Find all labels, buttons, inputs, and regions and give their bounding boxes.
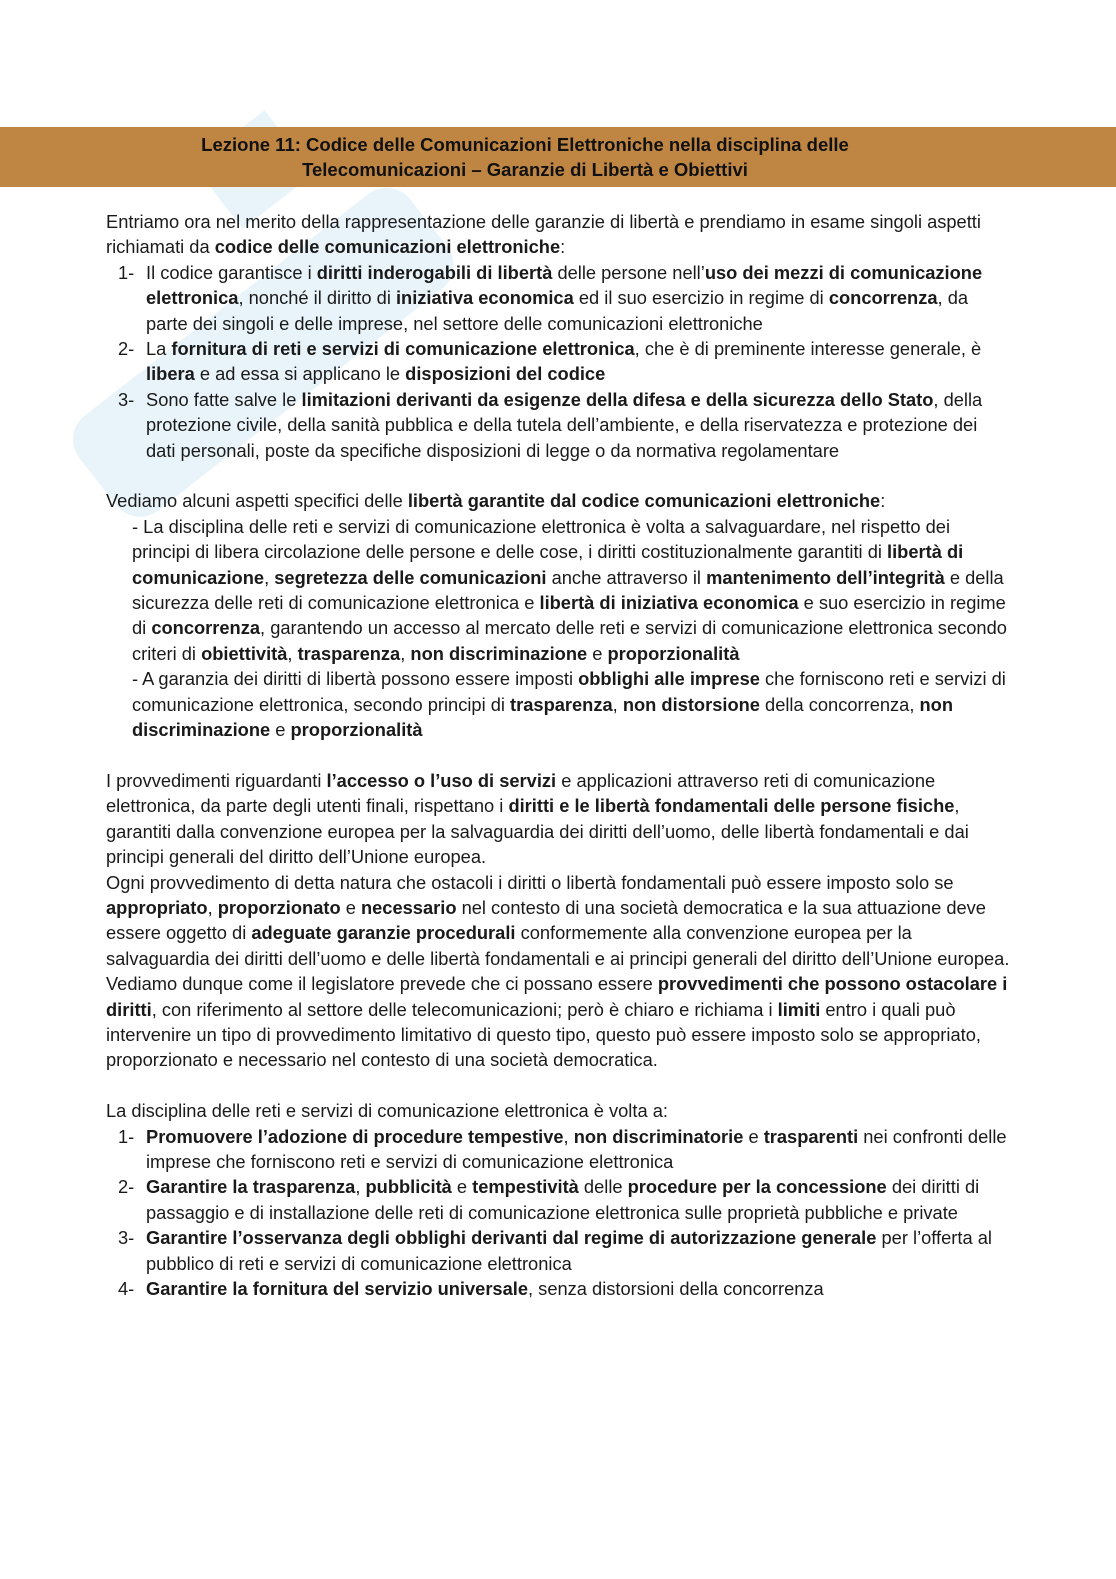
bold-text: procedure per la concessione bbox=[627, 1176, 887, 1198]
text-run: , con riferimento al settore delle telecomunicazioni; però è chiaro e richiama i bbox=[151, 998, 778, 1020]
bold-text: Garantire l’osservanza degli obblighi derivanti dal regime di autorizzazione generale bbox=[146, 1227, 877, 1249]
paragraph bbox=[106, 209, 1011, 260]
bold-text: non discriminatorie bbox=[573, 1125, 744, 1147]
text-run: delle bbox=[578, 1176, 628, 1198]
text-run: e bbox=[340, 896, 361, 918]
text-run: Sono fatte salve le bbox=[146, 388, 302, 410]
bold-text: diritti e le libertà fondamentali delle persone fisiche bbox=[508, 795, 955, 817]
list-item bbox=[106, 1174, 1011, 1225]
bold-text: trasparenza bbox=[510, 693, 613, 715]
paragraph-gap bbox=[106, 1073, 1011, 1098]
list-number: 2- bbox=[118, 1176, 135, 1198]
text-run: La bbox=[146, 338, 172, 360]
bold-text: fornitura di reti e servizi di comunicazione elettronica bbox=[171, 338, 635, 360]
text-run: , garantiti dalla convenzione europea per la salvaguardia dei diritti dell’uomo, delle libertà fondamentali e dai principi generali del diritto dell’Unione europea. bbox=[106, 795, 969, 868]
text-run: e suo esercizio in regime di bbox=[132, 592, 1006, 639]
bold-text: proporzionato bbox=[217, 896, 341, 918]
bold-text: Garantire la trasparenza bbox=[146, 1176, 356, 1198]
bold-text: non discriminazione bbox=[132, 693, 954, 741]
bold-text: non discriminazione bbox=[410, 642, 588, 664]
text-run: e bbox=[451, 1176, 473, 1198]
text-run: , che è di preminente interesse generale, è bbox=[634, 338, 982, 360]
paragraph bbox=[106, 488, 1011, 513]
document-body bbox=[106, 209, 1011, 1301]
list-item bbox=[106, 1225, 1011, 1276]
page-title-line-2: Telecomunicazioni – Garanzie di Libertà e Obiettivi bbox=[302, 159, 748, 180]
bold-text: Promuovere l’adozione di procedure tempestive bbox=[146, 1125, 564, 1147]
bold-text: mantenimento dell’integrità bbox=[706, 566, 945, 588]
bold-text: appropriato bbox=[106, 896, 208, 918]
dash-item bbox=[106, 666, 1011, 742]
bold-text: uso dei mezzi di comunicazione elettronica bbox=[146, 261, 983, 309]
list-item bbox=[106, 387, 1011, 463]
text-run: , bbox=[264, 566, 275, 588]
list-number: 1- bbox=[118, 1125, 135, 1147]
dash-item bbox=[106, 514, 1011, 666]
paragraph bbox=[106, 1098, 1011, 1123]
page-title bbox=[160, 132, 890, 182]
paragraph bbox=[106, 768, 1011, 870]
text-run: , bbox=[612, 693, 623, 715]
text-run: , bbox=[287, 642, 298, 664]
text-run: : bbox=[560, 236, 566, 258]
bold-text: adeguate garanzie procedurali bbox=[251, 922, 516, 944]
bold-text: obblighi alle imprese bbox=[578, 668, 760, 690]
text-run: e applicazioni attraverso reti di comunicazione elettronica, da parte degli utenti finali, rispettano i bbox=[106, 769, 936, 817]
text-run: , della protezione civile, della sanità pubblica e della tutela dell’ambiente, e della riservatezza e protezione dei dati personali, poste da specifiche disposizioni di legge o da normativa regolamentare bbox=[146, 388, 983, 461]
bold-text: libertà di iniziativa economica bbox=[539, 592, 799, 614]
bold-text: proporzionalità bbox=[607, 642, 740, 664]
text-run: delle persone nell’ bbox=[552, 261, 705, 283]
numbered-list bbox=[106, 1124, 1011, 1302]
bold-text: diritti inderogabili di libertà bbox=[316, 261, 553, 283]
bold-text: concorrenza bbox=[151, 617, 261, 639]
text-run: Ogni provvedimento di detta natura che ostacoli i diritti o libertà fondamentali può essere imposto solo se bbox=[106, 871, 954, 893]
bold-text: segretezza delle comunicazioni bbox=[274, 566, 547, 588]
text-run: Il codice garantisce i bbox=[146, 261, 317, 283]
bold-text: pubblicità bbox=[365, 1176, 452, 1198]
bold-text: l’accesso o l’uso di servizi bbox=[326, 769, 557, 791]
list-number: 3- bbox=[118, 1227, 135, 1249]
text-run: e bbox=[270, 719, 291, 741]
bold-text: iniziativa economica bbox=[395, 287, 574, 309]
bold-text: libera bbox=[146, 363, 195, 385]
text-run: ed il suo esercizio in regime di bbox=[573, 287, 829, 309]
bold-text: trasparenti bbox=[763, 1125, 859, 1147]
text-run: anche attraverso il bbox=[546, 566, 707, 588]
text-run: - A garanzia dei diritti di libertà possono essere imposti bbox=[132, 668, 579, 690]
text-run: nel contesto di una società democratica e la sua attuazione deve essere oggetto di bbox=[106, 896, 986, 944]
text-run: , bbox=[207, 896, 218, 918]
page-title-line-1: Lezione 11: Codice delle Comunicazioni Elettroniche nella disciplina delle bbox=[201, 134, 849, 155]
bold-text: proporzionalità bbox=[290, 719, 423, 741]
numbered-list bbox=[106, 260, 1011, 463]
text-run: , bbox=[400, 642, 411, 664]
bold-text: disposizioni del codice bbox=[405, 363, 606, 385]
bold-text: non distorsione bbox=[622, 693, 760, 715]
text-run: : bbox=[880, 490, 886, 512]
text-run: , bbox=[355, 1176, 366, 1198]
text-run: , senza distorsioni della concorrenza bbox=[528, 1278, 824, 1300]
bold-text: concorrenza bbox=[828, 287, 938, 309]
bold-text: Garantire la fornitura del servizio universale bbox=[146, 1278, 529, 1300]
list-item bbox=[106, 336, 1011, 387]
text-run: Entriamo ora nel merito della rappresentazione delle garanzie di libertà e prendiamo in esame singoli aspetti richiamati da bbox=[106, 211, 981, 258]
list-item bbox=[106, 260, 1011, 336]
text-run: , da parte dei singoli e delle imprese, nel settore delle comunicazioni elettroniche bbox=[146, 287, 969, 334]
bold-text: tempestività bbox=[472, 1176, 579, 1198]
text-run: della concorrenza, bbox=[759, 693, 920, 715]
text-run: I provvedimenti riguardanti bbox=[106, 769, 327, 791]
paragraph-gap bbox=[106, 463, 1011, 488]
bold-text: libertà garantite dal codice comunicazioni elettroniche bbox=[407, 490, 881, 512]
text-run: , bbox=[563, 1125, 574, 1147]
paragraph bbox=[106, 870, 1011, 1073]
bold-text: necessario bbox=[360, 896, 457, 918]
bold-text: obiettività bbox=[201, 642, 288, 664]
bold-text: trasparenza bbox=[297, 642, 401, 664]
text-run: per l’offerta al pubblico di reti e servizi di comunicazione elettronica bbox=[146, 1227, 992, 1274]
text-run: conformemente alla convenzione europea per la salvaguardia dei diritti dell’uomo e delle libertà fondamentali e ai principi generali del diritto dell’Unione europea. Vediamo dunque come il legislatore prevede che ci possano essere bbox=[106, 922, 1010, 995]
paragraph-gap bbox=[106, 743, 1011, 768]
text-run: , garantendo un accesso al mercato delle reti e servizi di comunicazione elettronica secondo criteri di bbox=[132, 617, 1007, 664]
list-item bbox=[106, 1276, 1011, 1301]
bold-text: codice delle comunicazioni elettroniche bbox=[214, 236, 561, 258]
text-run: e ad essa si applicano le bbox=[194, 363, 406, 385]
text-run: Vediamo alcuni aspetti specifici delle bbox=[106, 490, 408, 512]
text-run: dei diritti di passaggio e di installazione delle reti di comunicazione elettronica sulle proprietà pubbliche e private bbox=[146, 1176, 980, 1223]
bold-text: limitazioni derivanti da esigenze della difesa e della sicurezza dello Stato bbox=[301, 388, 934, 410]
bold-text: provvedimenti che possono ostacolare i diritti bbox=[106, 973, 1008, 1020]
list-item bbox=[106, 1124, 1011, 1175]
list-number: 4- bbox=[118, 1278, 135, 1300]
text-run: , nonché il diritto di bbox=[238, 287, 396, 309]
text-run: e bbox=[587, 642, 608, 664]
text-run: La disciplina delle reti e servizi di comunicazione elettronica è volta a: bbox=[106, 1100, 668, 1122]
text-run: che forniscono reti e servizi di comunicazione elettronica, secondo principi di bbox=[132, 668, 1006, 715]
text-run: e della sicurezza delle reti di comunicazione elettronica e bbox=[132, 566, 1004, 614]
bold-text: libertà di comunicazione bbox=[132, 541, 964, 588]
list-number: 1- bbox=[118, 261, 135, 283]
list-number: 3- bbox=[118, 388, 135, 410]
bold-text: limiti bbox=[777, 998, 821, 1020]
text-run: e bbox=[743, 1125, 764, 1147]
text-run: nei confronti delle imprese che forniscono reti e servizi di comunicazione elettronica bbox=[146, 1125, 1007, 1172]
list-number: 2- bbox=[118, 338, 135, 360]
text-run: entro i quali può intervenire un tipo di provvedimento limitativo di questo tipo, questo può essere imposto solo se appropriato, proporzionato e necessario nel contesto di una società democratica. bbox=[106, 998, 981, 1071]
text-run: - La disciplina delle reti e servizi di comunicazione elettronica è volta a salvaguardare, nel rispetto dei principi di libera circolazione delle persone e delle cose, i diritti costituzionalmente garantiti di bbox=[132, 515, 951, 563]
